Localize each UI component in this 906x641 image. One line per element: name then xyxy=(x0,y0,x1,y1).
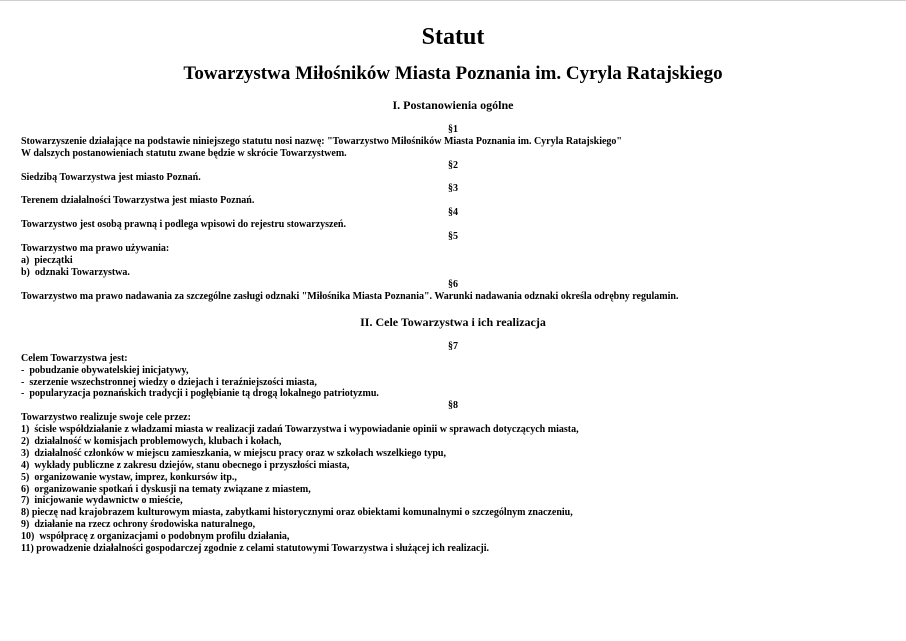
paragraph-1-line-1: Stowarzyszenie działające na podstawie niniejszego statutu nosi nazwę: "Towarzystwo Miłośników Miasta Poznania im. Cyryla Ratajskiego" xyxy=(21,136,622,147)
section-title-1: I. Postanowienia ogólne xyxy=(392,98,514,112)
paragraph-8-line-5: 4) wykłady publiczne z zakresu dziejów, stanu obecnego i przyszłości miasta, xyxy=(21,460,350,471)
paragraph-8-line-9: 8) pieczę nad krajobrazem kulturowym miasta, zabytkami historycznymi oraz obiektami komunalnymi o szczególnym znaczeniu, xyxy=(21,507,573,518)
paragraph-number-3: §3 xyxy=(448,183,458,194)
page-subtitle: Towarzystwa Miłośników Miasta Poznania im. Cyryla Ratajskiego xyxy=(183,63,723,84)
window-top-border xyxy=(0,0,906,1)
paragraph-8-line-2: 1) ścisłe współdziałanie z władzami miasta w realizacji zadań Towarzystwa i wypowiadanie opinii w sprawach dotyczących miasta, xyxy=(21,424,579,435)
paragraph-number-7: §7 xyxy=(448,341,458,352)
paragraph-5-line-2: a) pieczątki xyxy=(21,255,73,266)
paragraph-8-line-3: 2) działalność w komisjach problemowych, klubach i kołach, xyxy=(21,436,282,447)
paragraph-3-line-1: Terenem działalności Towarzystwa jest miasto Poznań. xyxy=(21,195,255,206)
paragraph-7-line-2: - pobudzanie obywatelskiej inicjatywy, xyxy=(21,365,189,376)
paragraph-8-line-7: 6) organizowanie spotkań i dyskusji na tematy związane z miastem, xyxy=(21,484,311,495)
page-title: Statut xyxy=(421,24,485,50)
paragraph-7-line-1: Celem Towarzystwa jest: xyxy=(21,353,128,364)
paragraph-4-line-1: Towarzystwo jest osobą prawną i podlega wpisowi do rejestru stowarzyszeń. xyxy=(21,219,346,230)
paragraph-5-line-1: Towarzystwo ma prawo używania: xyxy=(21,243,170,254)
paragraph-number-1: §1 xyxy=(448,124,458,135)
paragraph-8-line-6: 5) organizowanie wystaw, imprez, konkursów itp., xyxy=(21,472,237,483)
paragraph-6-line-1: Towarzystwo ma prawo nadawania za szczególne zasługi odznaki "Miłośnika Miasta Poznania". Warunki nadawania odznaki określa odrębny regulamin. xyxy=(21,291,679,302)
paragraph-5-line-3: b) odznaki Towarzystwa. xyxy=(21,267,130,278)
paragraph-number-8: §8 xyxy=(448,400,458,411)
paragraph-number-6: §6 xyxy=(448,279,458,290)
paragraph-2-line-1: Siedzibą Towarzystwa jest miasto Poznań. xyxy=(21,172,201,183)
paragraph-8-line-8: 7) inicjowanie wydawnictw o mieście, xyxy=(21,495,183,506)
paragraph-8-line-4: 3) działalność członków w miejscu zamieszkania, w miejscu pracy oraz w szkołach wszelkiego typu, xyxy=(21,448,446,459)
paragraph-7-line-3: - szerzenie wszechstronnej wiedzy o dziejach i teraźniejszości miasta, xyxy=(21,377,317,388)
section-title-2: II. Cele Towarzystwa i ich realizacja xyxy=(360,315,546,329)
paragraph-8-line-10: 9) działanie na rzecz ochrony środowiska naturalnego, xyxy=(21,519,256,530)
paragraph-7-line-4: - popularyzacja poznańskich tradycji i pogłębianie tą drogą lokalnego patriotyzmu. xyxy=(21,388,379,399)
paragraph-8-line-11: 10) współpracę z organizacjami o podobnym profilu działania, xyxy=(21,531,290,542)
paragraph-8-line-12: 11) prowadzenie działalności gospodarczej zgodnie z celami statutowymi Towarzystwa i służącej ich realizacji. xyxy=(21,543,489,554)
paragraph-8-line-1: Towarzystwo realizuje swoje cele przez: xyxy=(21,412,191,423)
paragraph-1-line-2: W dalszych postanowieniach statutu zwane będzie w skrócie Towarzystwem. xyxy=(21,148,347,159)
paragraph-number-5: §5 xyxy=(448,231,458,242)
paragraph-number-4: §4 xyxy=(448,207,458,218)
paragraph-number-2: §2 xyxy=(448,160,458,171)
